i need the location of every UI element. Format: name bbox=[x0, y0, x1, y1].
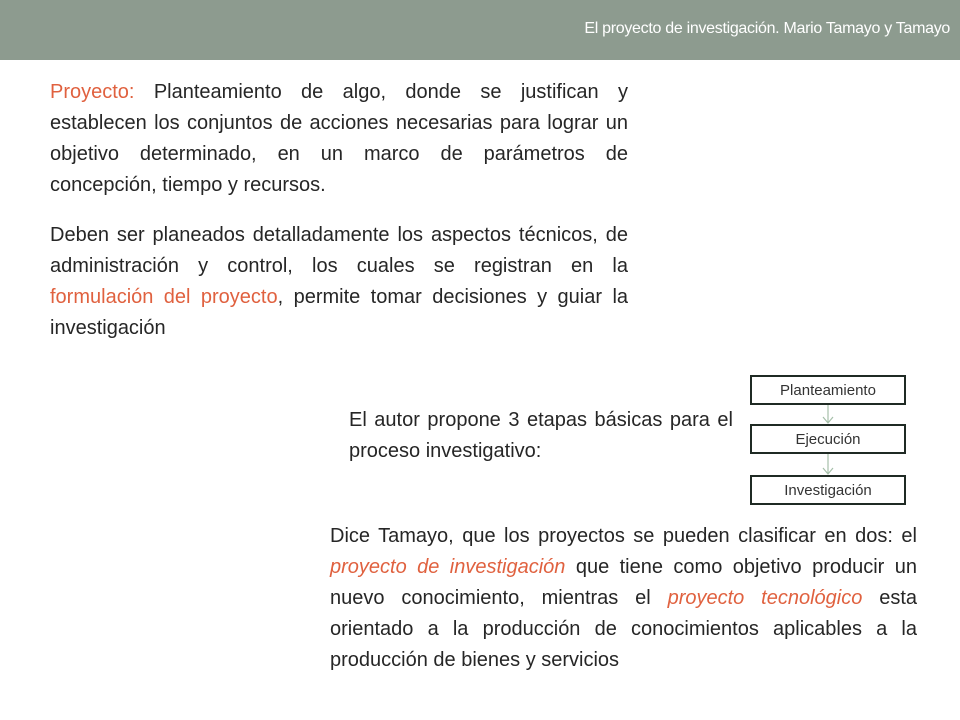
formulation-term: formulación del proyecto bbox=[50, 286, 278, 308]
presentation-title: El proyecto de investigación. Mario Tamayo y Tamayo bbox=[584, 20, 950, 37]
project-types-text-3: esta orientado a la producción de conocimientos aplicables a la producción de bienes y servicios bbox=[330, 587, 918, 671]
down-arrow-icon bbox=[821, 454, 835, 475]
technological-project-term: proyecto tecnológico bbox=[667, 587, 863, 609]
project-types-paragraph bbox=[330, 521, 917, 676]
project-types-text-1: Dice Tamayo, que los proyectos se pueden clasificar en dos: el bbox=[330, 525, 917, 547]
planning-text-after: , permite tomar decisiones y guiar la investigación bbox=[50, 286, 629, 339]
project-definition-text: Planteamiento de algo, donde se justifican y establecen los conjuntos de acciones necesarias para lograr un objetivo determinado, en un marco de parámetros de concepción, tiempo y recursos. bbox=[50, 81, 628, 196]
stage-box-planteamiento: Planteamiento bbox=[750, 375, 906, 405]
research-project-term: proyecto de investigación bbox=[330, 556, 566, 578]
title-bar bbox=[0, 0, 960, 60]
project-term: Proyecto: bbox=[50, 81, 135, 103]
stage-box-investigacion: Investigación bbox=[750, 475, 906, 505]
down-arrow-icon bbox=[821, 405, 835, 424]
project-definition-paragraph bbox=[50, 77, 628, 201]
planning-text-before: Deben ser planeados detalladamente los aspectos técnicos, de administración y control, los cuales se registran en la bbox=[50, 224, 628, 277]
stage-box-ejecucion: Ejecución bbox=[750, 424, 906, 454]
project-types-text-2: que tiene como objetivo producir un nuevo conocimiento, mientras el bbox=[330, 556, 917, 609]
planning-paragraph bbox=[50, 220, 628, 344]
stages-intro-paragraph: El autor propone 3 etapas básicas para el proceso investigativo: bbox=[349, 409, 733, 462]
